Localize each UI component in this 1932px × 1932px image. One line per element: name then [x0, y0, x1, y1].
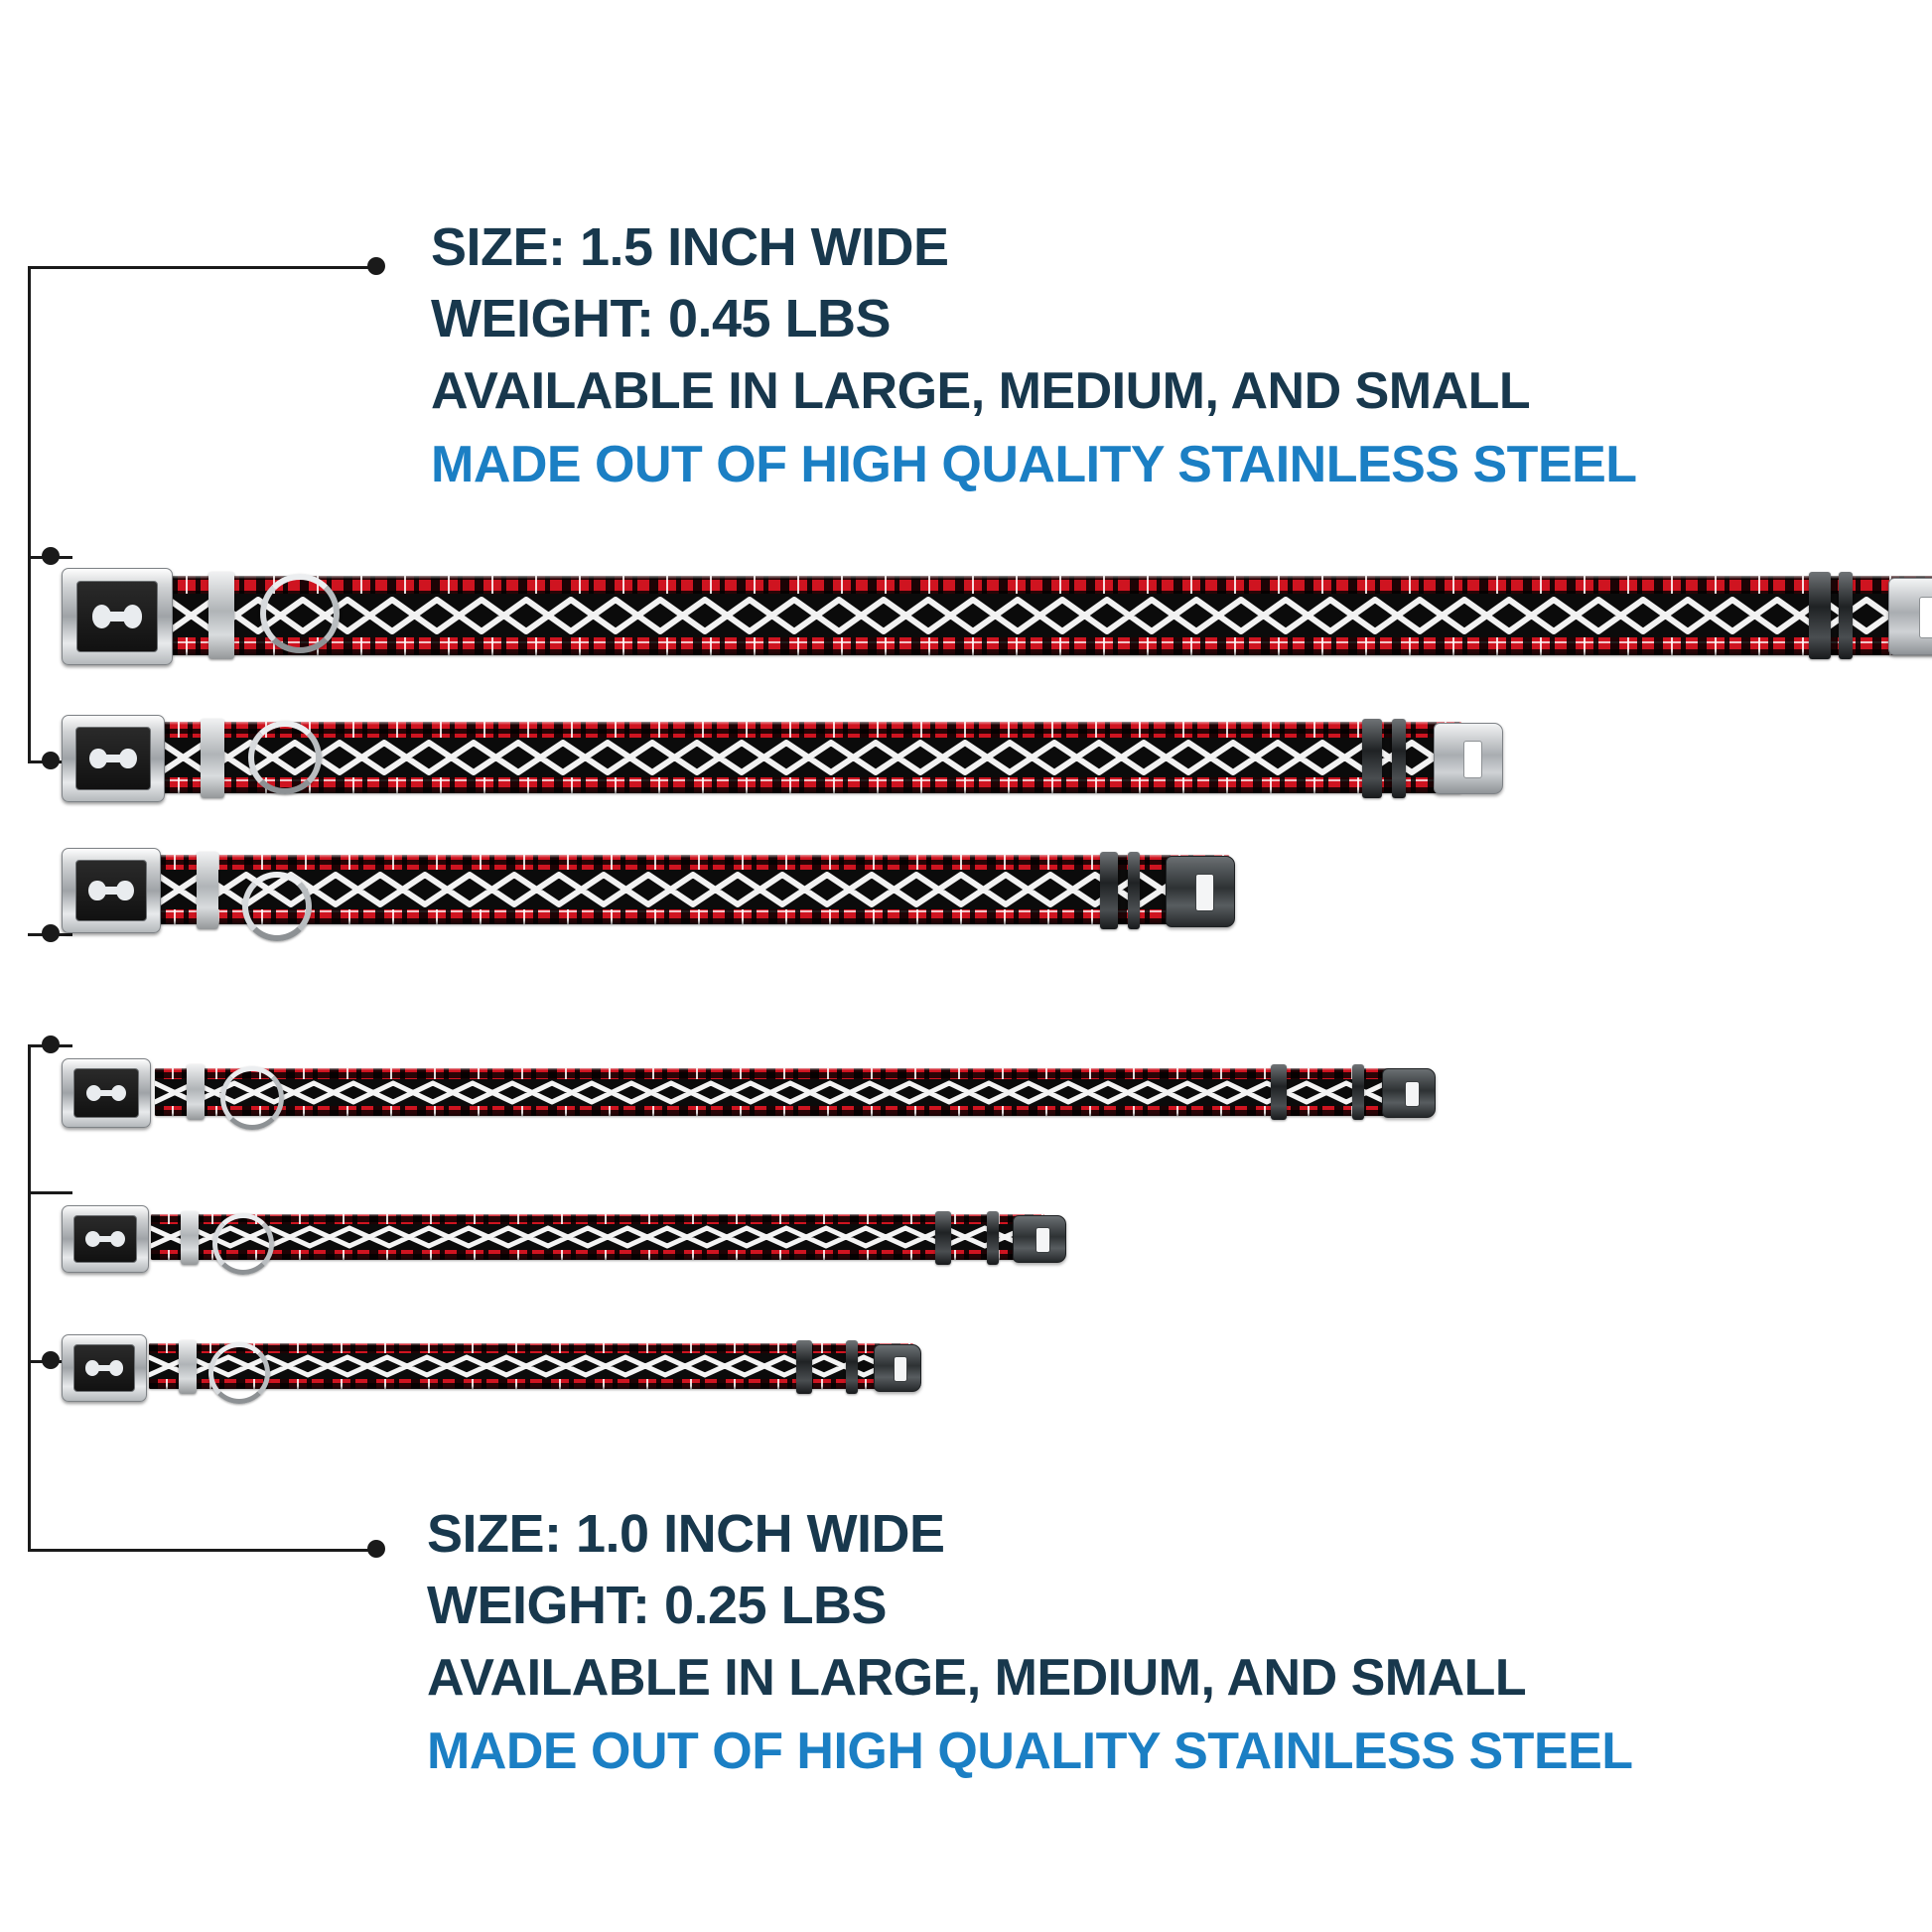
buckle-face [75, 860, 148, 921]
collar-large-1-0 [62, 1054, 1402, 1128]
buckle-face [73, 1344, 135, 1393]
collar-strap [155, 1068, 1396, 1116]
strap-shadow [169, 651, 1932, 655]
bone-icon [85, 1360, 124, 1376]
lace-pattern [155, 1079, 1396, 1106]
tip-hole [1919, 597, 1932, 638]
keeper-slider [1352, 1064, 1364, 1120]
tip-hole [894, 1356, 907, 1382]
spec-top-weight: WEIGHT: 0.45 LBS [431, 289, 892, 348]
collar-strap [157, 855, 1229, 924]
lace-pattern [161, 738, 1461, 777]
tip-hole [1195, 874, 1215, 911]
bone-icon [89, 749, 136, 769]
leader-dot-top-branch-3 [42, 924, 60, 942]
leader-dot-top-callout [367, 257, 385, 275]
metal-end-tip [1166, 856, 1235, 927]
lacing-band [161, 738, 1461, 777]
tip-hole [1405, 1081, 1421, 1108]
leader-dot-bottom-callout [367, 1540, 385, 1558]
bone-icon [88, 881, 133, 900]
lace-pattern [151, 1224, 1044, 1250]
strap-shadow [151, 1257, 1044, 1260]
strap-shadow [161, 789, 1461, 793]
spec-block-bottom [427, 1504, 1633, 1780]
strap-highlight [151, 1214, 1044, 1216]
lacing-band [157, 870, 1229, 909]
spec-bottom-weight: WEIGHT: 0.25 LBS [427, 1576, 888, 1635]
buckle-face [73, 1068, 138, 1118]
bone-icon [86, 1085, 126, 1101]
tip-hole [1463, 741, 1483, 778]
spec-bottom-material: MADE OUT OF HIGH QUALITY STAINLESS STEEL [427, 1723, 1633, 1780]
strap-highlight [155, 1068, 1396, 1070]
strap-highlight [157, 855, 1229, 858]
lacing-band [155, 1079, 1396, 1106]
leader-line-top-callout [28, 266, 375, 269]
leader-line-bottom-branch-2 [28, 1191, 72, 1194]
seatbelt-buckle [62, 715, 165, 802]
keeper-slider [208, 572, 234, 659]
seatbelt-buckle [62, 1334, 147, 1402]
keeper-slider [179, 1340, 197, 1394]
strap-shadow [157, 920, 1229, 924]
lacing-band [151, 1224, 1044, 1250]
metal-end-tip [1382, 1068, 1436, 1118]
keeper-slider [1100, 852, 1118, 929]
collar-strap [161, 722, 1461, 793]
collar-strap [169, 576, 1932, 655]
spec-bottom-availability: AVAILABLE IN LARGE, MEDIUM, AND SMALL [427, 1649, 1527, 1707]
d-ring [208, 1342, 270, 1404]
lace-pattern [157, 870, 1229, 909]
metal-end-tip [1434, 723, 1503, 794]
keeper-slider [1271, 1064, 1287, 1120]
buckle-face [73, 1215, 137, 1264]
collar-small-1-0 [62, 1330, 915, 1400]
d-ring [242, 872, 312, 941]
keeper-slider [796, 1340, 812, 1394]
buckle-face [75, 727, 151, 790]
keeper-slider [1362, 719, 1382, 798]
buckle-face [76, 581, 157, 651]
collar-medium-1-5 [62, 713, 1481, 804]
spec-top-availability: AVAILABLE IN LARGE, MEDIUM, AND SMALL [431, 362, 1531, 420]
lacing-band [169, 594, 1932, 637]
strap-highlight [169, 576, 1932, 579]
leader-line-top-vertical [28, 266, 31, 762]
collar-strap [151, 1214, 1044, 1260]
keeper-slider [201, 719, 224, 798]
collar-small-1-5 [62, 846, 1233, 937]
leader-dot-bottom-branch-3 [42, 1351, 60, 1369]
metal-end-tip [1013, 1215, 1066, 1263]
collar-medium-1-0 [62, 1201, 1064, 1271]
strap-shadow [155, 1113, 1396, 1116]
bone-icon [92, 605, 143, 627]
keeper-slider [187, 1064, 205, 1120]
spec-bottom-size: SIZE: 1.0 INCH WIDE [427, 1504, 945, 1564]
keeper-slider [935, 1211, 951, 1265]
keeper-slider [987, 1211, 999, 1265]
tip-hole [1035, 1227, 1051, 1253]
leader-line-bottom-vertical [28, 1044, 31, 1551]
keeper-slider [1128, 852, 1140, 929]
lace-pattern [169, 594, 1932, 637]
d-ring [220, 1066, 284, 1130]
seatbelt-buckle [62, 1205, 149, 1273]
keeper-slider [181, 1211, 199, 1265]
d-ring [212, 1213, 274, 1275]
strap-highlight [161, 722, 1461, 725]
leader-dot-top-branch-1 [42, 547, 60, 565]
keeper-slider [1839, 572, 1853, 659]
metal-end-tip [874, 1344, 921, 1392]
spec-block-top [431, 217, 1637, 493]
seatbelt-buckle [62, 848, 161, 933]
metal-end-tip [1888, 578, 1932, 655]
seatbelt-buckle [62, 568, 173, 665]
keeper-slider [1392, 719, 1406, 798]
seatbelt-buckle [62, 1058, 151, 1128]
keeper-slider [1809, 572, 1831, 659]
spec-top-material: MADE OUT OF HIGH QUALITY STAINLESS STEEL [431, 436, 1637, 493]
keeper-slider [197, 852, 218, 929]
d-ring [248, 721, 322, 794]
leader-dot-bottom-branch-1 [42, 1035, 60, 1053]
bone-icon [85, 1231, 124, 1247]
collar-large-1-5 [62, 566, 1932, 665]
leader-line-bottom-callout [28, 1549, 375, 1552]
spec-top-size: SIZE: 1.5 INCH WIDE [431, 217, 949, 277]
leader-dot-top-branch-2 [42, 752, 60, 769]
keeper-slider [846, 1340, 858, 1394]
d-ring [260, 574, 340, 653]
